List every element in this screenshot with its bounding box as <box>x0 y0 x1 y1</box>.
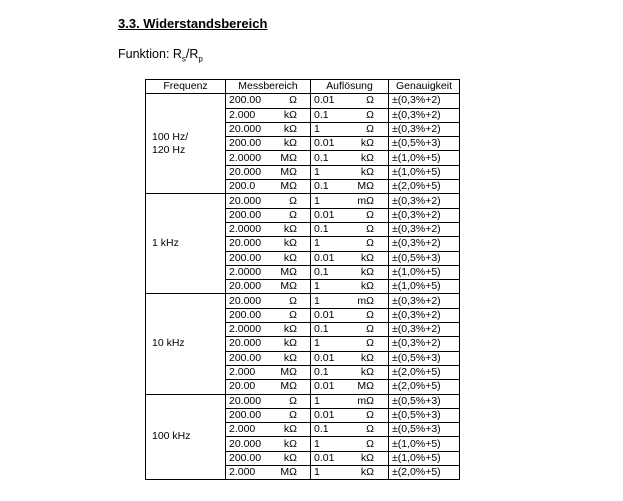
resolution-value: 0.01 <box>314 408 335 421</box>
table-row <box>146 194 460 208</box>
resolution-value: 0.01 <box>314 451 335 464</box>
accuracy-cell: ±(1,0%+5) <box>389 265 460 279</box>
resolution-unit: mΩ <box>357 194 374 207</box>
resolution-value: 1 <box>314 337 320 350</box>
accuracy-cell: ±(0,5%+3) <box>389 394 460 408</box>
resolution-value: 0.1 <box>314 266 329 278</box>
function-text: Funktion: R <box>118 47 182 61</box>
accuracy-cell: ±(0,5%+3) <box>389 137 460 151</box>
resolution-cell <box>311 222 389 236</box>
accuracy-cell: ±(1,0%+5) <box>389 280 460 294</box>
function-label <box>118 47 203 64</box>
function-sub-p: p <box>198 54 203 64</box>
range-unit: kΩ <box>283 337 297 350</box>
accuracy-cell: ±(0,3%+2) <box>389 208 460 222</box>
accuracy-cell: ±(0,3%+2) <box>389 194 460 208</box>
range-unit: MΩ <box>280 280 297 293</box>
resolution-unit: Ω <box>366 108 374 121</box>
resolution-unit: Ω <box>366 223 374 236</box>
resolution-cell <box>311 437 389 451</box>
accuracy-cell: ±(0,3%+2) <box>389 108 460 122</box>
resolution-value: 1 <box>314 165 320 178</box>
resolution-unit: kΩ <box>360 251 374 264</box>
resolution-cell <box>311 365 389 379</box>
resolution-value: 1 <box>314 194 320 207</box>
range-unit: MΩ <box>280 466 297 479</box>
range-cell <box>226 165 311 179</box>
resistance-range-table <box>145 79 460 480</box>
resolution-unit: mΩ <box>357 294 374 307</box>
range-cell <box>226 380 311 394</box>
accuracy-cell: ±(1,0%+5) <box>389 165 460 179</box>
frequency-cell <box>146 94 226 194</box>
accuracy-cell: ±(0,3%+2) <box>389 237 460 251</box>
header-genauigkeit: Genauigkeit <box>389 80 460 94</box>
section-heading: 3.3. Widerstandsbereich <box>118 16 268 31</box>
function-sub-s: s <box>181 54 186 64</box>
resolution-cell <box>311 351 389 365</box>
resolution-value: 1 <box>314 394 320 407</box>
range-cell <box>226 108 311 122</box>
range-cell <box>226 194 311 208</box>
range-value: 20.000 <box>229 194 262 207</box>
accuracy-cell: ±(2,0%+5) <box>389 466 460 480</box>
range-unit: kΩ <box>283 123 297 136</box>
resolution-value: 0.01 <box>314 137 335 150</box>
range-cell <box>226 251 311 265</box>
range-value: 2.0000 <box>229 323 262 336</box>
range-unit: Ω <box>289 194 297 207</box>
range-value: 20.000 <box>229 437 262 450</box>
header-frequenz: Frequenz <box>146 80 226 94</box>
range-cell <box>226 351 311 365</box>
range-unit: MΩ <box>280 180 297 193</box>
range-unit: kΩ <box>283 437 297 450</box>
resolution-unit: Ω <box>366 237 374 250</box>
resolution-cell <box>311 194 389 208</box>
function-sep: /R <box>185 47 199 61</box>
range-value: 2.000 <box>229 466 256 479</box>
resolution-cell <box>311 251 389 265</box>
range-unit: kΩ <box>283 451 297 464</box>
resolution-value: 1 <box>314 123 320 136</box>
range-value: 200.00 <box>229 208 262 221</box>
resolution-value: 0.1 <box>314 108 329 121</box>
resolution-unit: Ω <box>366 208 374 221</box>
resolution-value: 1 <box>314 466 320 479</box>
resolution-unit: Ω <box>366 123 374 136</box>
range-unit: MΩ <box>280 366 297 379</box>
range-unit: kΩ <box>283 323 297 336</box>
resolution-cell <box>311 165 389 179</box>
resolution-unit: kΩ <box>360 137 374 150</box>
range-unit: kΩ <box>283 237 297 250</box>
range-value: 200.00 <box>229 94 262 107</box>
range-unit: Ω <box>289 294 297 307</box>
resolution-unit: kΩ <box>360 266 374 278</box>
resolution-unit: MΩ <box>357 180 374 193</box>
range-unit: Ω <box>289 308 297 321</box>
resolution-cell <box>311 108 389 122</box>
accuracy-cell: ±(0,3%+2) <box>389 222 460 236</box>
range-cell <box>226 423 311 437</box>
resolution-value: 0.1 <box>314 366 329 379</box>
range-value: 20.000 <box>229 165 262 178</box>
range-unit: kΩ <box>283 108 297 121</box>
resolution-cell <box>311 423 389 437</box>
range-unit: kΩ <box>283 351 297 364</box>
accuracy-cell: ±(0,3%+2) <box>389 122 460 136</box>
accuracy-cell: ±(0,3%+2) <box>389 294 460 308</box>
resolution-unit: kΩ <box>360 366 374 379</box>
range-value: 20.00 <box>229 380 256 393</box>
range-unit: MΩ <box>280 151 297 164</box>
resolution-unit: mΩ <box>357 394 374 407</box>
resolution-cell <box>311 466 389 480</box>
resolution-unit: Ω <box>366 408 374 421</box>
range-value: 200.00 <box>229 351 262 364</box>
resolution-cell <box>311 337 389 351</box>
table-row <box>146 394 460 408</box>
range-unit: MΩ <box>280 165 297 178</box>
range-cell <box>226 94 311 108</box>
range-cell <box>226 137 311 151</box>
frequency-cell <box>146 294 226 394</box>
resolution-unit: Ω <box>366 423 374 436</box>
range-value: 20.000 <box>229 123 262 136</box>
resolution-unit: Ω <box>366 94 374 107</box>
resolution-value: 0.01 <box>314 308 335 321</box>
accuracy-cell: ±(2,0%+5) <box>389 180 460 194</box>
resolution-cell <box>311 323 389 337</box>
range-cell <box>226 308 311 322</box>
range-unit: Ω <box>289 208 297 221</box>
accuracy-cell: ±(0,5%+3) <box>389 408 460 422</box>
accuracy-cell: ±(0,5%+3) <box>389 423 460 437</box>
accuracy-cell: ±(2,0%+5) <box>389 380 460 394</box>
resolution-cell <box>311 408 389 422</box>
accuracy-cell: ±(0,3%+2) <box>389 308 460 322</box>
resolution-cell <box>311 237 389 251</box>
resolution-value: 1 <box>314 280 320 293</box>
resolution-value: 0.01 <box>314 351 335 364</box>
range-cell <box>226 466 311 480</box>
range-cell <box>226 222 311 236</box>
range-unit: Ω <box>289 408 297 421</box>
range-value: 200.00 <box>229 308 262 321</box>
range-value: 200.00 <box>229 137 262 150</box>
accuracy-cell: ±(0,3%+2) <box>389 337 460 351</box>
resolution-value: 0.01 <box>314 94 335 107</box>
accuracy-cell: ±(0,3%+2) <box>389 94 460 108</box>
resolution-unit: Ω <box>366 323 374 336</box>
range-cell <box>226 280 311 294</box>
range-cell <box>226 394 311 408</box>
range-unit: MΩ <box>280 380 297 393</box>
resolution-cell <box>311 451 389 465</box>
range-value: 2.0000 <box>229 223 262 236</box>
resolution-value: 0.01 <box>314 208 335 221</box>
range-value: 20.000 <box>229 337 262 350</box>
resolution-cell <box>311 137 389 151</box>
range-value: 2.000 <box>229 108 256 121</box>
resolution-value: 0.1 <box>314 323 329 336</box>
range-cell <box>226 151 311 165</box>
range-value: 2.0000 <box>229 151 262 164</box>
resolution-cell <box>311 265 389 279</box>
accuracy-cell: ±(0,5%+3) <box>389 251 460 265</box>
range-unit: kΩ <box>283 137 297 150</box>
range-unit: kΩ <box>283 251 297 264</box>
frequency-cell <box>146 194 226 294</box>
resolution-cell <box>311 94 389 108</box>
range-cell <box>226 365 311 379</box>
resolution-value: 0.1 <box>314 151 329 164</box>
frequency-line: 10 kHz <box>152 337 185 350</box>
resolution-cell <box>311 308 389 322</box>
frequency-cell <box>146 394 226 480</box>
resolution-cell <box>311 122 389 136</box>
range-cell <box>226 451 311 465</box>
range-value: 2.000 <box>229 366 256 379</box>
accuracy-cell: ±(1,0%+5) <box>389 437 460 451</box>
resolution-unit: Ω <box>366 437 374 450</box>
resolution-value: 1 <box>314 294 320 307</box>
range-value: 200.00 <box>229 251 262 264</box>
range-cell <box>226 437 311 451</box>
range-cell <box>226 408 311 422</box>
resolution-cell <box>311 208 389 222</box>
resolution-value: 1 <box>314 437 320 450</box>
range-value: 200.0 <box>229 180 256 193</box>
resolution-unit: kΩ <box>360 451 374 464</box>
resolution-unit: kΩ <box>360 151 374 164</box>
header-aufloesung: Auflösung <box>311 80 389 94</box>
range-value: 200.00 <box>229 408 262 421</box>
resolution-value: 0.1 <box>314 223 329 236</box>
resolution-cell <box>311 151 389 165</box>
range-value: 20.000 <box>229 394 262 407</box>
resolution-unit: Ω <box>366 337 374 350</box>
table-body <box>146 94 460 480</box>
range-value: 20.000 <box>229 280 262 293</box>
accuracy-cell: ±(1,0%+5) <box>389 451 460 465</box>
range-value: 2.000 <box>229 423 256 436</box>
resolution-unit: Ω <box>366 308 374 321</box>
range-unit: kΩ <box>283 223 297 236</box>
frequency-line: 1 kHz <box>152 237 179 250</box>
table-row <box>146 94 460 108</box>
frequency-line: 100 Hz/ <box>152 130 189 143</box>
resolution-unit: kΩ <box>360 165 374 178</box>
resolution-value: 1 <box>314 237 320 250</box>
range-unit: kΩ <box>283 423 297 436</box>
resolution-cell <box>311 380 389 394</box>
resolution-cell <box>311 294 389 308</box>
range-cell <box>226 237 311 251</box>
range-unit: MΩ <box>280 266 297 278</box>
frequency-line: 120 Hz <box>152 143 186 156</box>
resolution-unit: kΩ <box>360 466 374 479</box>
resolution-cell <box>311 280 389 294</box>
resolution-value: 0.1 <box>314 180 329 193</box>
range-cell <box>226 208 311 222</box>
accuracy-cell: ±(2,0%+5) <box>389 365 460 379</box>
header-messbereich: Messbereich <box>226 80 311 94</box>
resolution-value: 0.01 <box>314 380 335 393</box>
range-cell <box>226 337 311 351</box>
range-unit: Ω <box>289 394 297 407</box>
range-cell <box>226 323 311 337</box>
range-unit: Ω <box>289 94 297 107</box>
range-cell <box>226 122 311 136</box>
range-cell <box>226 180 311 194</box>
table-row <box>146 294 460 308</box>
resolution-unit: MΩ <box>357 380 374 393</box>
range-value: 200.00 <box>229 451 262 464</box>
range-value: 2.0000 <box>229 266 262 278</box>
resolution-value: 0.1 <box>314 423 329 436</box>
range-value: 20.000 <box>229 294 262 307</box>
resolution-value: 0.01 <box>314 251 335 264</box>
resolution-unit: kΩ <box>360 351 374 364</box>
table-header-row <box>146 80 460 94</box>
accuracy-cell: ±(0,3%+2) <box>389 323 460 337</box>
range-cell <box>226 265 311 279</box>
resolution-cell <box>311 394 389 408</box>
resolution-cell <box>311 180 389 194</box>
resolution-unit: kΩ <box>360 280 374 293</box>
frequency-line: 100 kHz <box>152 430 191 443</box>
range-cell <box>226 294 311 308</box>
accuracy-cell: ±(1,0%+5) <box>389 151 460 165</box>
range-value: 20.000 <box>229 237 262 250</box>
accuracy-cell: ±(0,5%+3) <box>389 351 460 365</box>
